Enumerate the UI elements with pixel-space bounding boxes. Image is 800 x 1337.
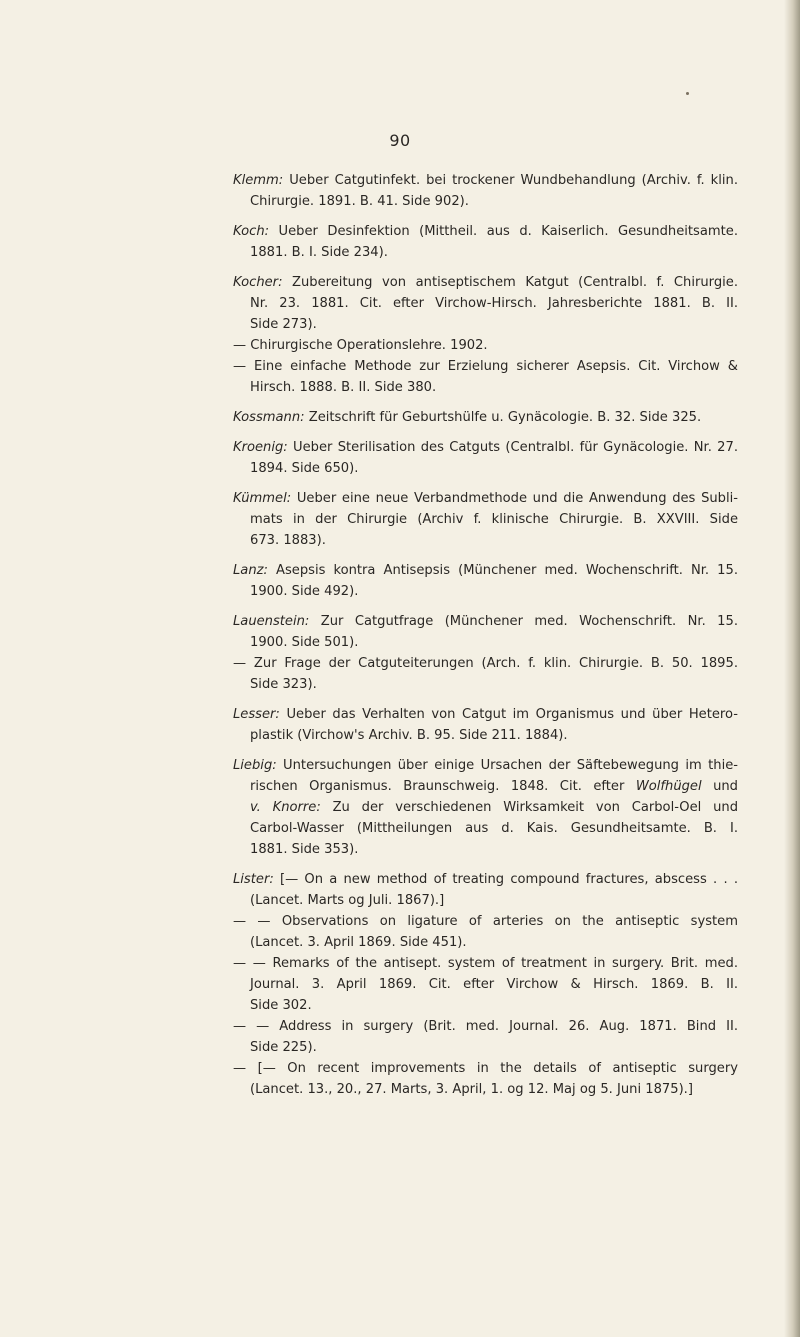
entry-line bbox=[233, 1037, 738, 1058]
cited-author: Wolfhügel bbox=[635, 779, 702, 794]
entry-line bbox=[233, 1016, 738, 1037]
entry-text: 1881. Side 353). bbox=[250, 842, 359, 857]
entry-first-line bbox=[233, 170, 738, 191]
entry-line bbox=[233, 725, 738, 746]
entry-first-line bbox=[233, 437, 738, 458]
entry-line bbox=[233, 1079, 738, 1100]
entry-text: Side 273). bbox=[250, 317, 317, 332]
author-name: Klemm: bbox=[233, 173, 284, 188]
entry-text: — [— On recent improvements in the details of antiseptic surgery bbox=[233, 1061, 738, 1076]
entry-line bbox=[233, 653, 738, 674]
entry-line bbox=[233, 911, 738, 932]
entry-text: Ueber Catgutinfekt. bei trockener Wundbehandlung (Archiv. f. klin. bbox=[283, 173, 738, 188]
bibliography-list bbox=[233, 170, 738, 1109]
bibliography-entry bbox=[233, 407, 738, 428]
bibliography-entry bbox=[233, 704, 738, 746]
bibliography-entry bbox=[233, 755, 738, 860]
bibliography-entry bbox=[233, 488, 738, 551]
bibliography-entry bbox=[233, 221, 738, 263]
entry-first-line bbox=[233, 704, 738, 725]
entry-text: und bbox=[701, 779, 738, 794]
entry-line bbox=[233, 581, 738, 602]
entry-text: (Lancet. Marts og Juli. 1867).] bbox=[250, 893, 445, 908]
bibliography-entry bbox=[233, 560, 738, 602]
entry-text: Hirsch. 1888. B. II. Side 380. bbox=[250, 380, 437, 395]
page-edge-shadow bbox=[784, 0, 800, 1337]
cited-author: v. Knorre: bbox=[250, 800, 321, 815]
entry-text: Untersuchungen über einige Ursachen der Säftebewegung im thie- bbox=[276, 758, 738, 773]
entry-text: Ueber das Verhalten von Catgut im Organismus und über Hetero- bbox=[279, 707, 738, 722]
entry-first-line bbox=[233, 272, 738, 293]
entry-text: Ueber eine neue Verbandmethode und die Anwendung des Subli- bbox=[291, 491, 738, 506]
entry-first-line bbox=[233, 407, 738, 428]
entry-text: Asepsis kontra Antisepsis (Münchener med. Wochenschrift. Nr. 15. bbox=[267, 563, 738, 578]
entry-text: — — Observations on ligature of arteries on the antiseptic system bbox=[233, 914, 738, 929]
entry-line bbox=[233, 797, 738, 818]
page-number: 90 bbox=[389, 131, 411, 150]
entry-text: Zur Catgutfrage (Münchener med. Wochenschrift. Nr. 15. bbox=[309, 614, 738, 629]
speck-mark bbox=[686, 92, 689, 95]
entry-line bbox=[233, 356, 738, 377]
entry-line bbox=[233, 776, 738, 797]
author-name: Kümmel: bbox=[233, 491, 292, 506]
entry-line bbox=[233, 314, 738, 335]
entry-text: [— On a new method of treating compound fractures, abscess . . . bbox=[273, 872, 738, 887]
entry-text: — Eine einfache Methode zur Erzielung sicherer Asepsis. Cit. Virchow & bbox=[233, 359, 738, 374]
entry-text: 1881. B. I. Side 234). bbox=[250, 245, 388, 260]
entry-line bbox=[233, 509, 738, 530]
entry-line bbox=[233, 839, 738, 860]
author-name: Kocher: bbox=[233, 275, 283, 290]
entry-line bbox=[233, 335, 738, 356]
entry-first-line bbox=[233, 221, 738, 242]
entry-text: Zeitschrift für Geburtshülfe u. Gynäcologie. B. 32. Side 325. bbox=[304, 410, 702, 425]
entry-text: Side 323). bbox=[250, 677, 317, 692]
bibliography-entry bbox=[233, 437, 738, 479]
author-name: Koch: bbox=[233, 224, 270, 239]
entry-line bbox=[233, 191, 738, 212]
entry-first-line bbox=[233, 560, 738, 581]
entry-text: 673. 1883). bbox=[250, 533, 326, 548]
entry-text: Nr. 23. 1881. Cit. efter Virchow-Hirsch. Jahresberichte 1881. B. II. bbox=[250, 296, 738, 311]
entry-line bbox=[233, 932, 738, 953]
author-name: Lister: bbox=[233, 872, 274, 887]
entry-line bbox=[233, 953, 738, 974]
entry-text: rischen Organismus. Braunschweig. 1848. Cit. efter bbox=[250, 779, 636, 794]
entry-text: plastik (Virchow's Archiv. B. 95. Side 211. 1884). bbox=[250, 728, 568, 743]
entry-text: — — Address in surgery (Brit. med. Journal. 26. Aug. 1871. Bind II. bbox=[233, 1019, 738, 1034]
entry-text: Side 225). bbox=[250, 1040, 317, 1055]
entry-first-line bbox=[233, 869, 738, 890]
entry-text: mats in der Chirurgie (Archiv f. klinische Chirurgie. B. XXVIII. Side bbox=[250, 512, 738, 527]
entry-line bbox=[233, 530, 738, 551]
entry-text: (Lancet. 13., 20., 27. Marts, 3. April, 1. og 12. Maj og 5. Juni 1875).] bbox=[250, 1082, 693, 1097]
entry-text: — Zur Frage der Catguteiterungen (Arch. f. klin. Chirurgie. B. 50. 1895. bbox=[233, 656, 738, 671]
entry-line bbox=[233, 377, 738, 398]
bibliography-entry bbox=[233, 611, 738, 695]
entry-text: Carbol-Wasser (Mittheilungen aus d. Kais. Gesundheitsamte. B. I. bbox=[250, 821, 738, 836]
author-name: Liebig: bbox=[233, 758, 277, 773]
entry-text: Zubereitung von antiseptischem Katgut (Centralbl. f. Chirurgie. bbox=[282, 275, 738, 290]
entry-text: Ueber Desinfektion (Mittheil. aus d. Kaiserlich. Gesundheitsamte. bbox=[269, 224, 738, 239]
entry-line bbox=[233, 242, 738, 263]
author-name: Kossmann: bbox=[233, 410, 305, 425]
entry-text: 1900. Side 492). bbox=[250, 584, 359, 599]
entry-line bbox=[233, 818, 738, 839]
bibliography-entry bbox=[233, 272, 738, 398]
entry-text: Journal. 3. April 1869. Cit. efter Virchow & Hirsch. 1869. B. II. bbox=[250, 977, 738, 992]
entry-text: Ueber Sterilisation des Catguts (Centralbl. für Gynäcologie. Nr. 27. bbox=[287, 440, 738, 455]
author-name: Lauenstein: bbox=[233, 614, 310, 629]
entry-text: Chirurgie. 1891. B. 41. Side 902). bbox=[250, 194, 469, 209]
entry-text: Side 302. bbox=[250, 998, 312, 1013]
entry-line bbox=[233, 974, 738, 995]
entry-text: 1894. Side 650). bbox=[250, 461, 359, 476]
author-name: Kroenig: bbox=[233, 440, 288, 455]
entry-text: 1900. Side 501). bbox=[250, 635, 359, 650]
entry-line bbox=[233, 1058, 738, 1079]
entry-text: Zu der verschiedenen Wirksamkeit von Carbol-Oel und bbox=[320, 800, 738, 815]
entry-line bbox=[233, 293, 738, 314]
entry-line bbox=[233, 632, 738, 653]
entry-first-line bbox=[233, 488, 738, 509]
author-name: Lesser: bbox=[233, 707, 280, 722]
bibliography-entry bbox=[233, 869, 738, 1100]
entry-first-line bbox=[233, 611, 738, 632]
entry-text: (Lancet. 3. April 1869. Side 451). bbox=[250, 935, 467, 950]
entry-line bbox=[233, 674, 738, 695]
entry-line bbox=[233, 995, 738, 1016]
bibliography-entry bbox=[233, 170, 738, 212]
entry-line bbox=[233, 890, 738, 911]
author-name: Lanz: bbox=[233, 563, 268, 578]
entry-text: — Chirurgische Operationslehre. 1902. bbox=[233, 338, 488, 353]
entry-first-line bbox=[233, 755, 738, 776]
entry-line bbox=[233, 458, 738, 479]
entry-text: — — Remarks of the antisept. system of treatment in surgery. Brit. med. bbox=[233, 956, 738, 971]
